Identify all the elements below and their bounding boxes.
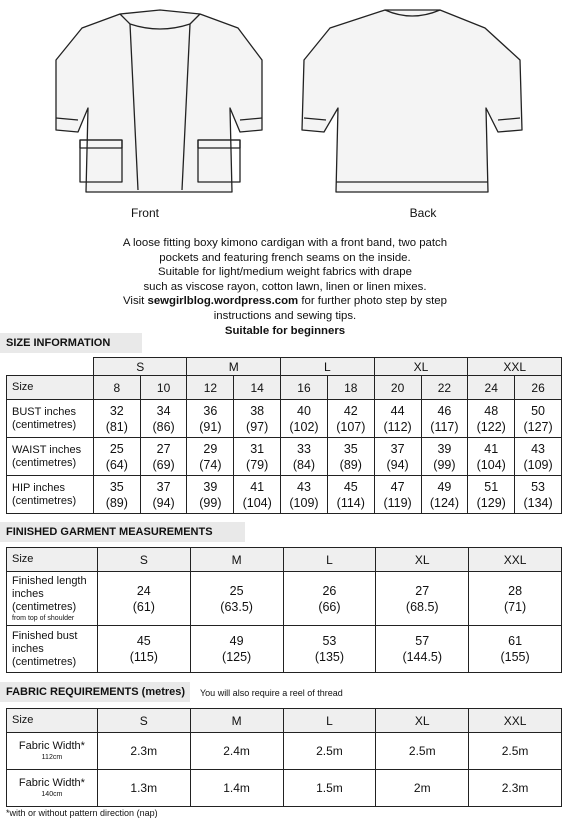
- size-number: 26: [515, 376, 562, 400]
- cm-value: (127): [523, 419, 553, 434]
- table-cell: [421, 400, 468, 438]
- cm-value: (129): [476, 495, 506, 510]
- inches-value: 61: [508, 634, 523, 648]
- inches-value: 40: [297, 403, 311, 418]
- cm-value: (124): [429, 495, 460, 510]
- table-cell: [190, 572, 283, 626]
- size-group: XXL: [468, 358, 562, 376]
- cm-value: (134): [523, 495, 553, 510]
- inches-value: 51: [484, 479, 499, 494]
- inches-value: 48: [484, 403, 499, 418]
- table-cell: [140, 400, 187, 438]
- table-cell: [515, 476, 562, 514]
- cm-value: (81): [105, 419, 128, 434]
- row-label: [7, 770, 98, 807]
- size-group-row: [7, 358, 562, 376]
- size-group: M: [187, 358, 281, 376]
- fabric-width-label: Fabric Width*: [18, 777, 85, 789]
- table-cell: [187, 476, 234, 514]
- inches-value: 37: [156, 479, 171, 494]
- size-number: 14: [234, 376, 281, 400]
- table-cell: [140, 476, 187, 514]
- cm-value: (104): [242, 495, 272, 510]
- desc-line: instructions and sewing tips.: [213, 309, 357, 322]
- inches-value: 25: [229, 583, 244, 598]
- cm-value: (74): [199, 457, 222, 472]
- row-label: [7, 400, 94, 438]
- measure-unit: inches: [12, 587, 44, 600]
- desc-line: pockets and featuring french seams on the inside.: [159, 251, 411, 264]
- measure-name: HIP inches: [12, 481, 65, 494]
- finished-bust-row: [7, 626, 562, 673]
- inches-value: 46: [437, 403, 452, 418]
- cm-value: (69): [152, 457, 175, 472]
- measure-name: Finished length: [12, 574, 87, 587]
- inches-value: 43: [531, 441, 546, 456]
- cm-value: (61): [132, 599, 155, 614]
- fabric-amount: 1.4m: [190, 770, 283, 807]
- inches-value: 45: [343, 479, 358, 494]
- measure-name: Finished bust: [12, 629, 78, 642]
- inches-value: 35: [109, 479, 124, 494]
- cm-value: (86): [152, 419, 175, 434]
- inches-value: 38: [250, 403, 265, 418]
- inches-value: 39: [203, 479, 218, 494]
- cm-value: (109): [289, 495, 319, 510]
- cm-value: (94): [152, 495, 175, 510]
- inches-value: 49: [437, 479, 452, 494]
- fabric-amount: 2.3m: [97, 733, 190, 770]
- measure-note: from top of shoulder: [12, 614, 75, 622]
- cm-value: (107): [336, 419, 366, 434]
- inches-value: 26: [322, 583, 337, 598]
- thread-note: You will also require a reel of thread: [200, 688, 343, 698]
- size-label: Size: [7, 709, 98, 733]
- size-column: XXL: [469, 709, 562, 733]
- inches-value: 44: [390, 403, 405, 418]
- table-cell: [468, 438, 515, 476]
- desc-line: A loose fitting boxy kimono cardigan with a front band, two patch: [122, 237, 448, 249]
- inches-value: 41: [484, 441, 499, 456]
- cm-value: (79): [246, 457, 269, 472]
- size-number: 24: [468, 376, 515, 400]
- inches-value: 42: [343, 403, 358, 418]
- table-cell: [190, 626, 283, 673]
- size-label: Size: [7, 548, 98, 572]
- desc-line-blog: [60, 294, 510, 309]
- desc-text: for further photo step by step: [298, 295, 447, 308]
- inches-value: 34: [156, 403, 171, 418]
- measure-unit: (centimetres): [12, 456, 77, 469]
- size-column: M: [190, 548, 283, 572]
- fabric-amount: 2.4m: [190, 733, 283, 770]
- nap-footnote: *with or without pattern direction (nap): [6, 808, 158, 818]
- cm-value: (155): [500, 650, 530, 664]
- table-cell: [97, 572, 190, 626]
- cm-value: (97): [246, 419, 269, 434]
- finished-table: [6, 547, 562, 673]
- cm-value: (99): [433, 457, 456, 472]
- inches-value: 41: [250, 479, 265, 494]
- fabric-width-label: Fabric Width*: [18, 740, 85, 752]
- size-number-row: [7, 376, 562, 400]
- pattern-description: [60, 236, 510, 338]
- row-label: [7, 626, 98, 673]
- measure-unit: inches: [12, 642, 44, 655]
- size-number: 20: [374, 376, 421, 400]
- cm-value: (114): [336, 495, 365, 510]
- cm-value: (102): [289, 419, 319, 434]
- measure-unit: (centimetres): [12, 600, 77, 613]
- table-cell: [93, 476, 140, 514]
- cm-value: (112): [383, 419, 412, 434]
- size-info-table: [6, 357, 562, 514]
- cm-value: (109): [523, 457, 553, 472]
- size-group: S: [93, 358, 187, 376]
- cm-value: (144.5): [402, 650, 443, 664]
- fabric-amount: 2.5m: [376, 733, 469, 770]
- cm-value: (91): [199, 419, 222, 434]
- measure-unit: (centimetres): [12, 418, 77, 431]
- inches-value: 53: [531, 479, 546, 494]
- table-cell: [283, 572, 376, 626]
- row-label: [7, 438, 94, 476]
- row-label: [7, 572, 98, 626]
- cm-value: (99): [199, 495, 222, 510]
- cm-value: (89): [105, 495, 128, 510]
- inches-value: 37: [390, 441, 405, 456]
- size-group: L: [281, 358, 375, 376]
- table-cell: [234, 438, 281, 476]
- fabric-140-row: [7, 770, 562, 807]
- cm-value: (63.5): [220, 599, 253, 614]
- size-group: XL: [374, 358, 468, 376]
- back-cardigan-drawing: [302, 10, 522, 192]
- fabric-width-value: 140cm: [41, 791, 63, 798]
- fabric-amount: 2.5m: [283, 733, 376, 770]
- fabric-heading: FABRIC REQUIREMENTS (metres): [0, 682, 190, 702]
- fabric-112-row: [7, 733, 562, 770]
- table-cell: [327, 438, 374, 476]
- table-cell: [421, 476, 468, 514]
- inches-value: 31: [250, 441, 265, 456]
- fabric-table: [6, 708, 562, 807]
- table-cell: [281, 400, 328, 438]
- bust-row: [7, 400, 562, 438]
- size-column: XL: [376, 548, 469, 572]
- fabric-amount: 1.5m: [283, 770, 376, 807]
- size-number: 10: [140, 376, 187, 400]
- table-cell: [374, 438, 421, 476]
- table-cell: [374, 400, 421, 438]
- blog-link[interactable]: sewgirlblog.wordpress.com: [147, 295, 299, 308]
- back-caption: Back: [409, 206, 437, 220]
- cm-value: (64): [105, 457, 128, 472]
- cm-value: (84): [292, 457, 316, 472]
- size-column: S: [97, 709, 190, 733]
- table-cell: [468, 476, 515, 514]
- cm-value: (135): [314, 650, 345, 664]
- table-cell: [327, 476, 374, 514]
- fabric-amount: 2m: [376, 770, 469, 807]
- cm-value: (122): [476, 419, 506, 434]
- finished-header-row: [7, 548, 562, 572]
- table-cell: [515, 400, 562, 438]
- cm-value: (68.5): [405, 599, 439, 614]
- finished-length-row: [7, 572, 562, 626]
- desc-line: Suitable for light/medium weight fabrics with drape: [158, 266, 412, 279]
- table-cell: [234, 476, 281, 514]
- size-label: Size: [7, 376, 94, 400]
- inches-value: 35: [343, 441, 358, 456]
- front-caption: Front: [130, 206, 159, 220]
- inches-value: 32: [109, 403, 124, 418]
- row-label: [7, 476, 94, 514]
- row-label: [7, 733, 98, 770]
- table-cell: [187, 438, 234, 476]
- cm-value: (71): [503, 599, 527, 614]
- table-cell: [234, 400, 281, 438]
- measure-name: WAIST inches: [12, 443, 82, 456]
- inches-value: 53: [322, 634, 337, 648]
- measure-unit: (centimetres): [12, 655, 77, 668]
- size-column: XXL: [469, 548, 562, 572]
- size-column: L: [283, 548, 376, 572]
- cm-value: (66): [318, 599, 341, 614]
- table-cell: [187, 400, 234, 438]
- size-column: XL: [376, 709, 469, 733]
- inches-value: 27: [415, 583, 430, 598]
- cm-value: (94): [386, 457, 409, 472]
- table-cell: [93, 400, 140, 438]
- fabric-amount: 2.5m: [469, 733, 562, 770]
- front-cardigan-drawing: [56, 10, 262, 192]
- inches-value: 27: [156, 441, 171, 456]
- measure-name: BUST inches: [12, 405, 76, 418]
- size-column: L: [283, 709, 376, 733]
- table-cell: [469, 626, 562, 673]
- size-number: 18: [327, 376, 374, 400]
- size-info-heading: SIZE INFORMATION: [0, 333, 142, 353]
- table-cell: [327, 400, 374, 438]
- inches-value: 39: [437, 441, 452, 456]
- table-cell: [140, 438, 187, 476]
- inches-value: 24: [136, 583, 151, 598]
- measure-unit: (centimetres): [12, 494, 77, 507]
- finished-heading: FINISHED GARMENT MEASUREMENTS: [0, 522, 245, 542]
- table-cell: [374, 476, 421, 514]
- inches-value: 33: [297, 441, 311, 456]
- desc-text: Visit: [123, 295, 148, 308]
- table-cell: [97, 626, 190, 673]
- table-cell: [515, 438, 562, 476]
- size-number: 8: [93, 376, 140, 400]
- fabric-amount: 2.3m: [469, 770, 562, 807]
- inches-value: 49: [229, 634, 244, 648]
- hip-row: [7, 476, 562, 514]
- table-cell: [283, 626, 376, 673]
- garment-illustrations: [0, 0, 570, 230]
- fabric-header-row: [7, 709, 562, 733]
- waist-row: [7, 438, 562, 476]
- size-number: 16: [281, 376, 328, 400]
- cm-value: (104): [476, 457, 506, 472]
- size-number: 22: [421, 376, 468, 400]
- inches-value: 29: [203, 441, 218, 456]
- desc-line: such as viscose rayon, cotton lawn, linen or linen mixes.: [143, 280, 427, 293]
- cm-value: (89): [339, 457, 362, 472]
- table-cell: [469, 572, 562, 626]
- size-column: S: [97, 548, 190, 572]
- inches-value: 36: [203, 403, 218, 418]
- cm-value: (119): [383, 495, 412, 510]
- table-cell: [281, 476, 328, 514]
- cm-value: (117): [430, 419, 459, 434]
- fabric-width-value: 112cm: [41, 754, 63, 761]
- size-column: M: [190, 709, 283, 733]
- cm-value: (115): [129, 650, 158, 664]
- beginner-note: Suitable for beginners: [224, 324, 346, 337]
- inches-value: 45: [136, 634, 151, 648]
- table-cell: [421, 438, 468, 476]
- inches-value: 47: [390, 479, 405, 494]
- inches-value: 43: [297, 479, 311, 494]
- inches-value: 25: [109, 441, 124, 456]
- size-number: 12: [187, 376, 234, 400]
- table-cell: [376, 572, 469, 626]
- fabric-amount: 1.3m: [97, 770, 190, 807]
- table-cell: [376, 626, 469, 673]
- inches-value: 57: [415, 634, 430, 648]
- cm-value: (125): [222, 650, 252, 664]
- inches-value: 50: [531, 403, 546, 418]
- table-cell: [281, 438, 328, 476]
- table-cell: [468, 400, 515, 438]
- inches-value: 28: [508, 583, 523, 598]
- table-cell: [93, 438, 140, 476]
